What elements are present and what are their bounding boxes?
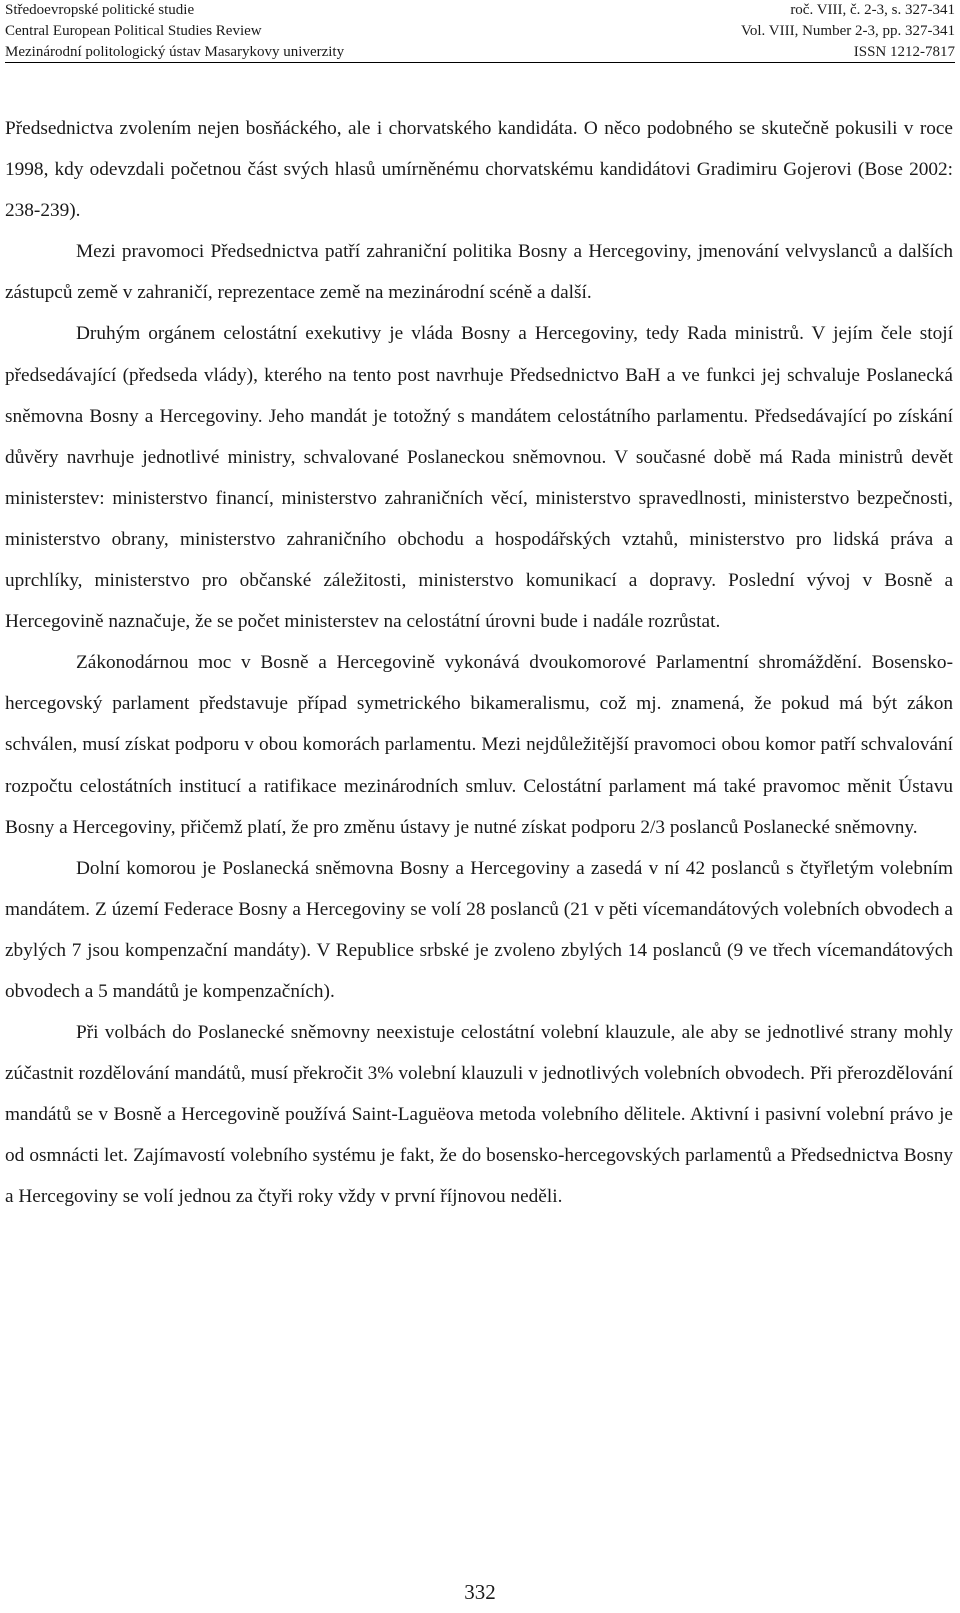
header-divider [5, 62, 955, 63]
header-row-3 [5, 42, 955, 63]
journal-title-english: Central European Political Studies Review [5, 23, 262, 39]
issue-info-czech: roč. VIII, č. 2-3, s. 327-341 [790, 2, 955, 18]
journal-title-czech: Středoevropské politické studie [5, 2, 195, 18]
paragraph: Mezi pravomoci Předsednictva patří zahraniční politika Bosny a Hercegoviny, jmenování velvyslanců a dalších zástupců země v zahraničí, reprezentace země na mezinárodní scéně a další. [5, 241, 953, 304]
header-row-1 [5, 0, 955, 21]
paragraph: Při volbách do Poslanecké sněmovny neexistuje celostátní volební klauzule, ale aby se jednotlivé strany mohly zúčastnit rozdělování mandátů, musí překročit 3% volební klauzuli v jednotlivých volebních obvodech. Při přerozdělování mandátů se v Bosně a Hercegovině používá Saint-Laguëova metoda volebního dělitele. Aktivní i pasivní volební právo je od osmnácti let. Zajímavostí volebního systému je fakt, že do bosensko-hercegovských parlamentů a Předsednictva Bosny a Hercegoviny se volí jednou za čtyři roky vždy v první říjnovou neděli. [5, 1022, 953, 1208]
paragraph-continued: Předsednictva zvolením nejen bosňáckého, ale i chorvatského kandidáta. O něco podobného se skutečně pokusili v roce 1998, kdy odevzdali početnou část svých hlasů umírněnému chorvatskému kandidátovi Gradimiru Gojerovi (Bose 2002: 238-239). [5, 118, 953, 222]
paragraph: Dolní komorou je Poslanecká sněmovna Bosny a Hercegoviny a zasedá v ní 42 poslanců s čtyřletým volebním mandátem. Z území Federace Bosny a Hercegoviny se volí 28 poslanců (21 v pěti vícemandátových volebních obvodech a zbylých 7 jsou kompenzační mandáty). V Republice srbské je zvoleno zbylých 14 poslanců (9 ve třech vícemandátových obvodech a 5 mandátů je kompenzačních). [5, 857, 953, 1002]
header-row-2 [5, 21, 955, 42]
publisher-name: Mezinárodní politologický ústav Masarykovy univerzity [5, 44, 345, 60]
page-number: 332 [464, 1580, 496, 1604]
paragraph: Zákonodárnou moc v Bosně a Hercegovině vykonává dvoukomorové Parlamentní shromáždění. Bosensko-hercegovský parlament představuje případ symetrického bikameralismu, což mj. znamená, že pokud má být zákon schválen, musí získat podporu v obou komorách parlamentu. Mezi nejdůležitější pravomoci obou komor patří schvalování rozpočtu celostátních institucí a ratifikace mezinárodních smluv. Celostátní parlament má také pravomoc měnit Ústavu Bosny a Hercegoviny, přičemž platí, že pro změnu ústavy je nutné získat podporu 2/3 poslanců Poslanecké sněmovny. [5, 652, 953, 838]
paragraph: Druhým orgánem celostátní exekutivy je vláda Bosny a Hercegoviny, tedy Rada ministrů. V jejím čele stojí předsedávající (předseda vlády), kterého na tento post navrhuje Předsednictvo BaH a ve funkci jej schvaluje Poslanecká sněmovna Bosny a Hercegoviny. Jeho mandát je totožný s mandátem celostátního parlamentu. Předsedávající po získání důvěry navrhuje jednotlivé ministry, schvalované Poslaneckou sněmovnou. V současné době má Rada ministrů devět ministerstev: ministerstvo financí, ministerstvo zahraničních věcí, ministerstvo spravedlnosti, ministerstvo bezpečnosti, ministerstvo obrany, ministerstvo zahraničního obchodu a hospodářských vztahů, ministerstvo pro lidská práva a uprchlíky, ministerstvo pro občanské záležitosti, ministerstvo komunikací a dopravy. Poslední vývoj v Bosně a Hercegovině naznačuje, že se počet ministerstev na celostátní úrovni bude i nadále rozrůstat. [5, 323, 953, 633]
article-body [5, 108, 953, 1218]
issue-info-english: Vol. VIII, Number 2-3, pp. 327-341 [740, 23, 955, 39]
issn: ISSN 1212-7817 [853, 44, 955, 60]
running-header [5, 0, 955, 66]
